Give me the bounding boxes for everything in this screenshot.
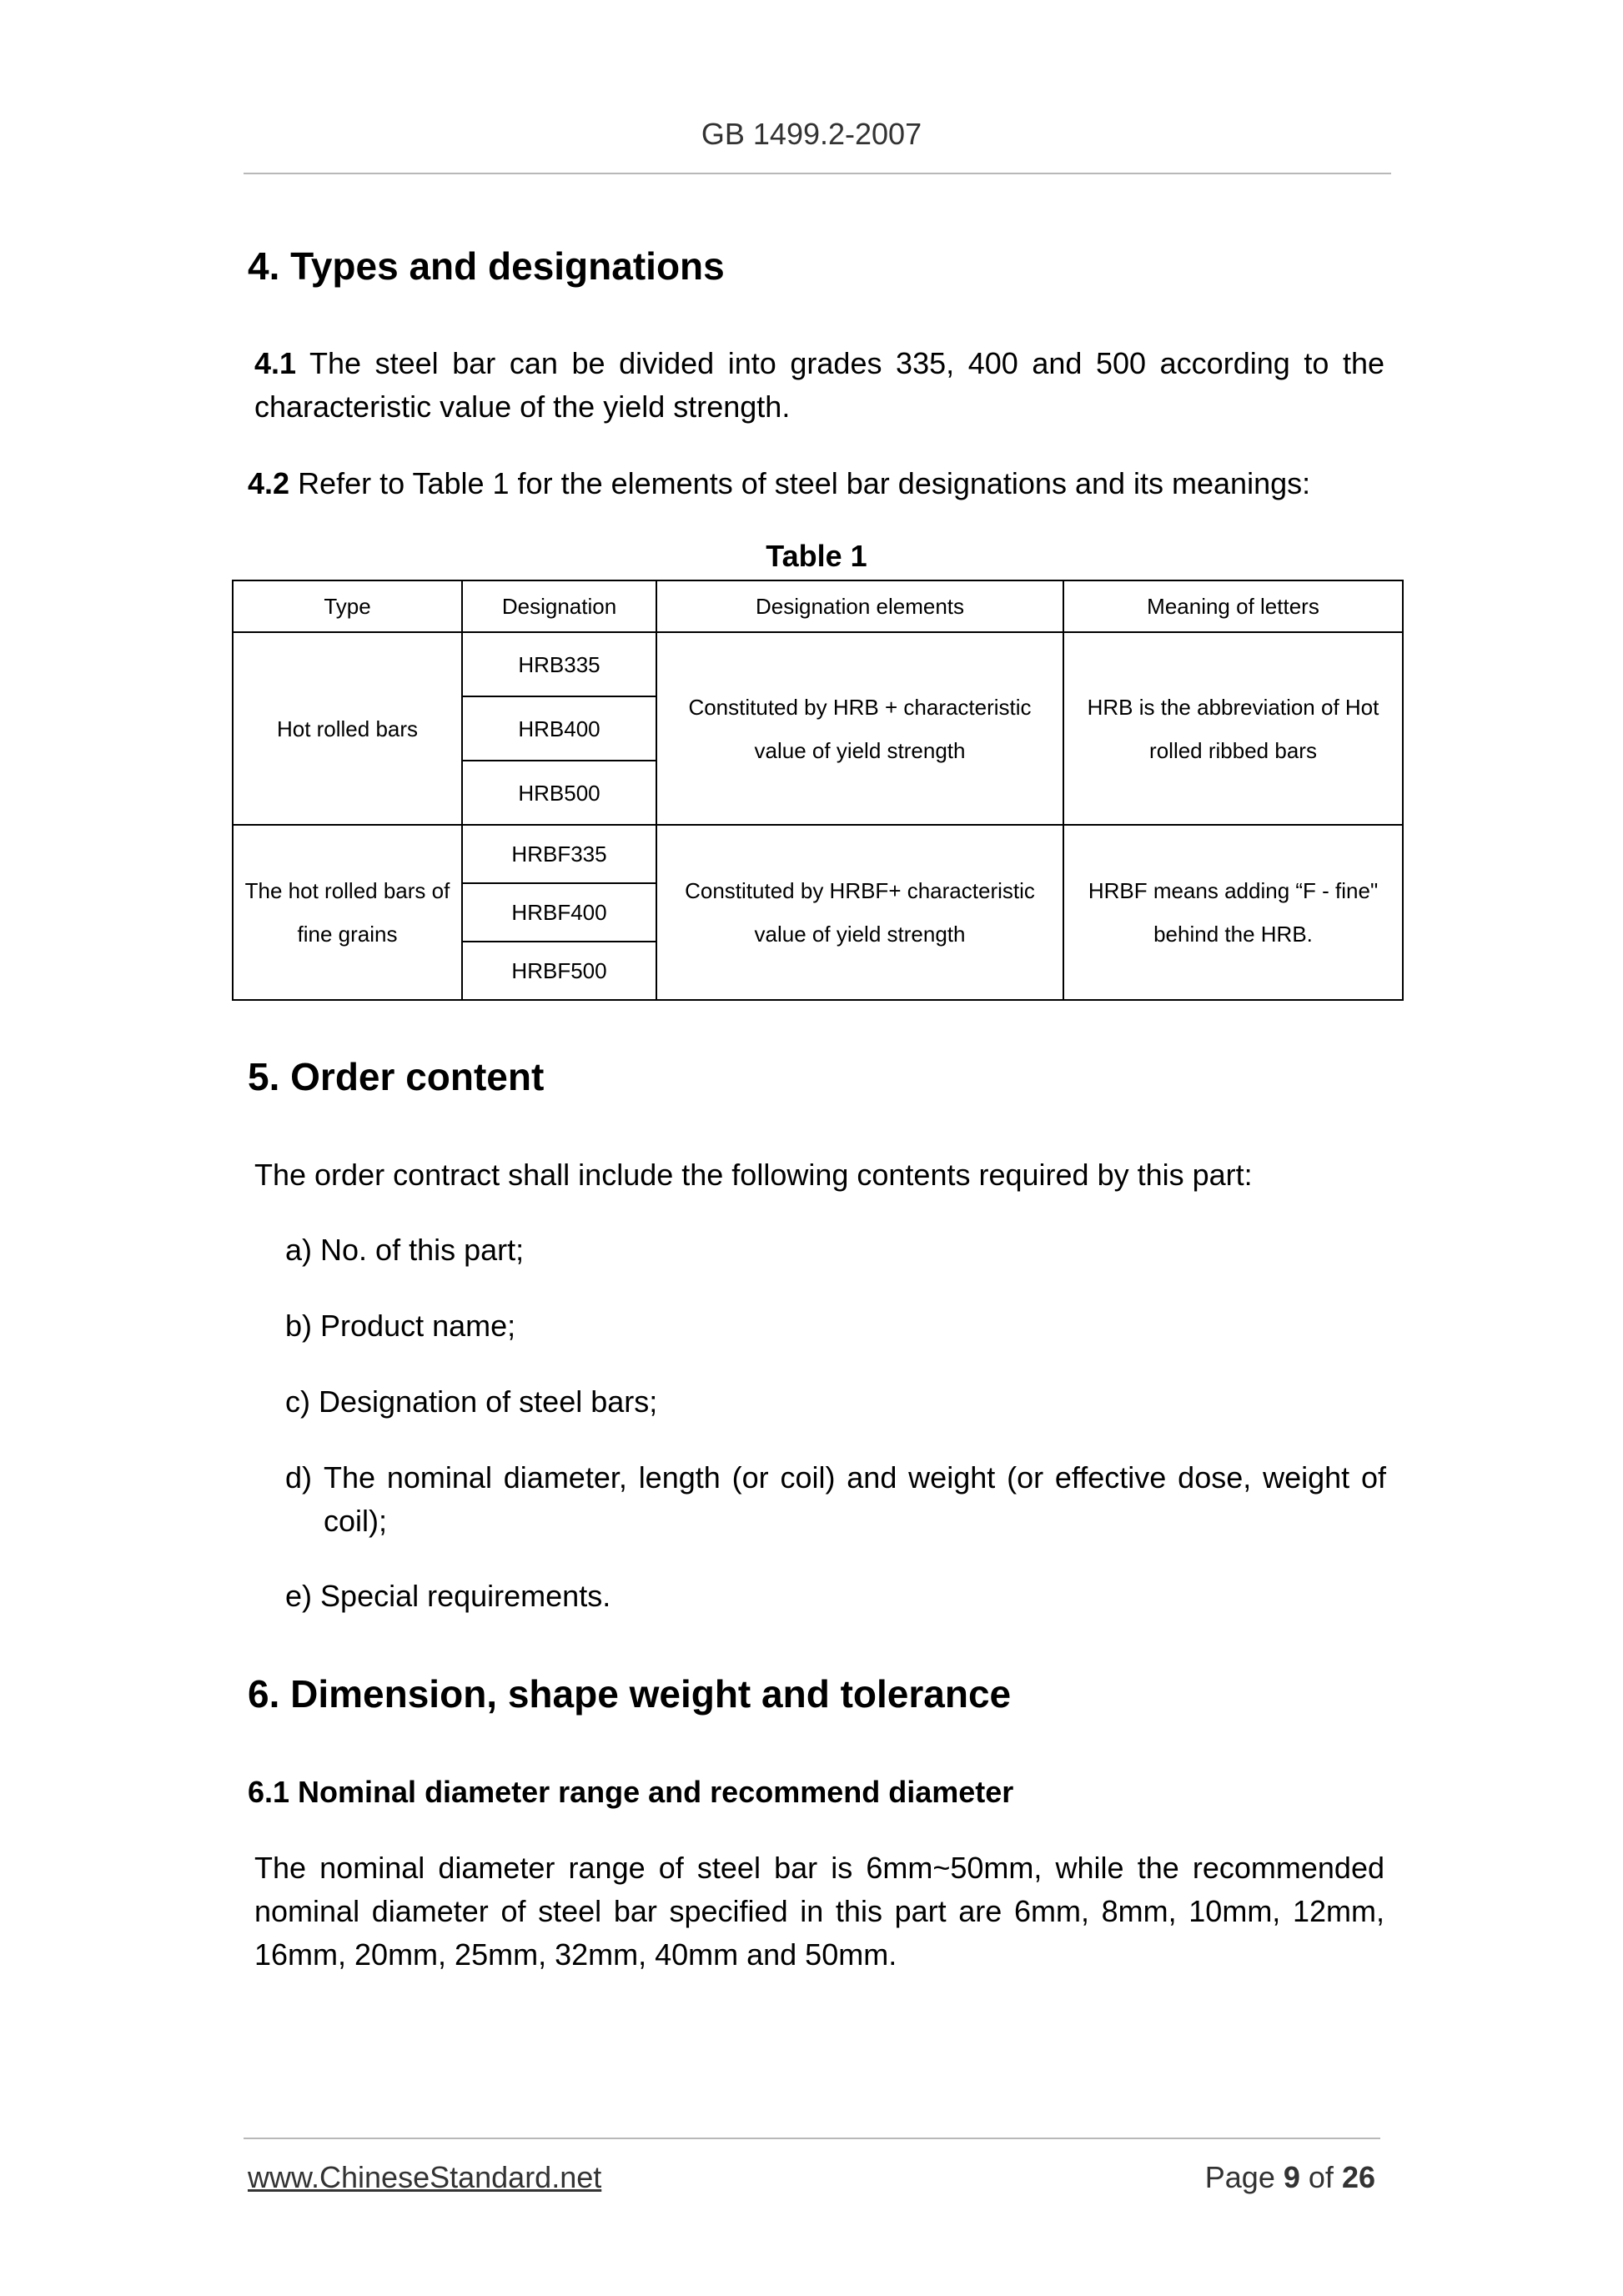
footer-page-number (1205, 2160, 1375, 2195)
list-item-label: e) (285, 1579, 313, 1613)
table-row (233, 825, 1403, 883)
list-item-text: Special requirements. (320, 1579, 611, 1613)
list-item (285, 1304, 515, 1348)
list-item-label: b) (285, 1309, 313, 1343)
page-current: 9 (1283, 2160, 1300, 2194)
designation-cell: HRB400 (462, 696, 656, 761)
elements-cell: Constituted by HRB + characteristic value of yield strength (656, 632, 1063, 825)
section-5-heading: 5. Order content (248, 1055, 545, 1098)
paragraph-6-1: The nominal diameter range of steel bar is 6mm~50mm, while the recommended nominal diameter of steel bar specified in this part are 6mm, 8mm, 10mm, 12mm, 16mm, 20mm, 25mm, 32mm, 40mm and 50mm. (254, 1851, 1384, 1972)
header-type: Type (233, 580, 462, 632)
elements-cell: Constituted by HRBF+ characteristic value of yield strength (656, 825, 1063, 1000)
list-item-label: c) (285, 1384, 310, 1419)
header-designation: Designation (462, 580, 656, 632)
paragraph-4-1-number: 4.1 (254, 346, 297, 380)
table-header-row (233, 580, 1403, 632)
list-item (285, 1380, 657, 1424)
meaning-cell: HRBF means adding “F - fine" behind the HRB. (1063, 825, 1403, 1000)
paragraph-4-2-text: Refer to Table 1 for the elements of steel bar designations and its meanings: (298, 466, 1311, 500)
paragraph-4-1-text: The steel bar can be divided into grades 335, 400 and 500 according to the characteristic value of the yield strength. (254, 346, 1384, 424)
header-designation-elements: Designation elements (656, 580, 1063, 632)
list-item-text: The nominal diameter, length (or coil) and weight (or effective dose, weight of coil); (324, 1460, 1386, 1538)
page-of: of (1308, 2160, 1334, 2194)
designation-cell: HRB335 (462, 632, 656, 696)
type-cell: The hot rolled bars of fine grains (233, 825, 462, 1000)
list-item-text: Product name; (320, 1309, 516, 1343)
paragraph-4-1 (254, 342, 1384, 429)
designation-cell: HRBF335 (462, 825, 656, 883)
paragraph-4-2 (248, 462, 1390, 505)
footer-website-link[interactable]: www.ChineseStandard.net (248, 2160, 602, 2194)
list-item-label: d) (285, 1460, 313, 1495)
table-row (233, 632, 1403, 696)
footer-divider (244, 2138, 1380, 2139)
page-word: Page (1204, 2160, 1275, 2194)
designation-cell: HRBF500 (462, 942, 656, 1000)
list-item (285, 1456, 1386, 1543)
section-6-heading: 6. Dimension, shape weight and tolerance (248, 1672, 1012, 1716)
table-1-caption: Table 1 (766, 539, 867, 573)
section-5-intro: The order contract shall include the following contents required by this part: (254, 1158, 1253, 1192)
list-item-text: No. of this part; (320, 1233, 525, 1267)
list-item (285, 1575, 611, 1618)
subsection-6-1-heading: 6.1 Nominal diameter range and recommend diameter (248, 1775, 1014, 1809)
page-total: 26 (1341, 2160, 1375, 2194)
type-cell: Hot rolled bars (233, 632, 462, 825)
meaning-cell: HRB is the abbreviation of Hot rolled ribbed bars (1063, 632, 1403, 825)
list-item-label: a) (285, 1233, 313, 1267)
paragraph-4-2-number: 4.2 (248, 466, 290, 500)
header-divider (244, 173, 1391, 174)
designation-cell: HRB500 (462, 761, 656, 825)
document-id-header: GB 1499.2-2007 (701, 117, 922, 151)
list-item (285, 1228, 524, 1272)
designation-cell: HRBF400 (462, 883, 656, 942)
table-1 (232, 580, 1404, 1001)
list-item-text: Designation of steel bars; (319, 1384, 658, 1419)
section-4-heading: 4. Types and designations (248, 244, 725, 288)
header-meaning-of-letters: Meaning of letters (1063, 580, 1403, 632)
